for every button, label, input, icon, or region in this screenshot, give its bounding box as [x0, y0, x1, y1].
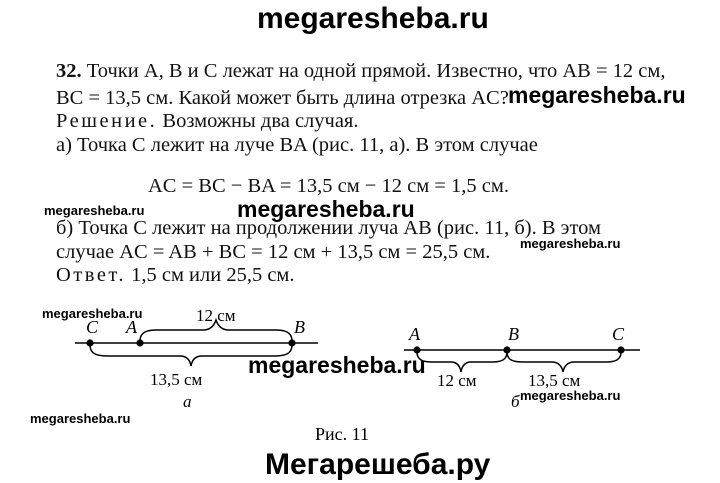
brace-b-right: [507, 352, 621, 372]
watermark-figure-bottom-left: megaresheba.ru: [30, 411, 131, 426]
point-label-a-c: C: [86, 317, 99, 337]
watermark-figure-left: megaresheba.ru: [42, 306, 143, 321]
case-b-text-2: случае AC = AB + BC = 12 см + 13,5 см = 25,5 см.: [56, 241, 491, 263]
watermark-figure-center: megaresheba.ru: [248, 352, 426, 378]
brace-b-left: [417, 352, 507, 372]
panel-a-sublabel: а: [183, 392, 192, 411]
watermark-center-b: megaresheba.ru: [237, 196, 415, 222]
problem-text-1: Точки A, B и C лежат на одной прямой. Известно, что AB = 12 см,: [86, 60, 666, 82]
brace-b-left-label: 12 см: [437, 371, 477, 390]
answer-label: Ответ.: [56, 264, 126, 286]
point-label-a-a: A: [126, 317, 137, 337]
solution-label: Решение.: [56, 110, 158, 132]
point-label-a-b: B: [294, 317, 305, 337]
watermark-right-question: megaresheba.ru: [508, 82, 686, 108]
solution-intro: Возможны два случая.: [162, 110, 359, 132]
panel-b-sublabel: б: [511, 392, 520, 411]
point-label-b-b: B: [508, 324, 519, 344]
watermark-top: megaresheba.ru: [257, 2, 489, 35]
answer-text: 1,5 см или 25,5 см.: [131, 264, 295, 286]
watermark-left-b: megaresheba.ru: [44, 203, 145, 218]
brace-a-top-label: 12 см: [196, 306, 236, 325]
brace-a-bottom-label: 13,5 см: [150, 370, 203, 389]
watermark-figure-bottom-right: megaresheba.ru: [520, 388, 621, 403]
problem-text-2: BC = 13,5 см. Какой может быть длина отрезка AC?: [56, 87, 509, 109]
formula-a: AC = BC − BA = 13,5 см − 12 см = 1,5 см.: [148, 175, 509, 197]
case-b-text-1: б) Точка C лежит на продолжении луча AB (рис. 11, б). В этом: [56, 217, 601, 239]
point-label-b-c: C: [612, 324, 625, 344]
watermark-right-b: megaresheba.ru: [520, 236, 621, 251]
point-label-b-a: A: [409, 324, 420, 344]
figure-caption: Рис. 11: [315, 424, 369, 444]
problem-number: 32.: [56, 60, 82, 82]
footer-watermark: Мегарешеба.ру: [265, 448, 491, 481]
brace-b-right-label: 13,5 см: [528, 371, 581, 390]
case-a-text: а) Точка C лежит на луче BA (рис. 11, а). В этом случае: [56, 134, 538, 156]
